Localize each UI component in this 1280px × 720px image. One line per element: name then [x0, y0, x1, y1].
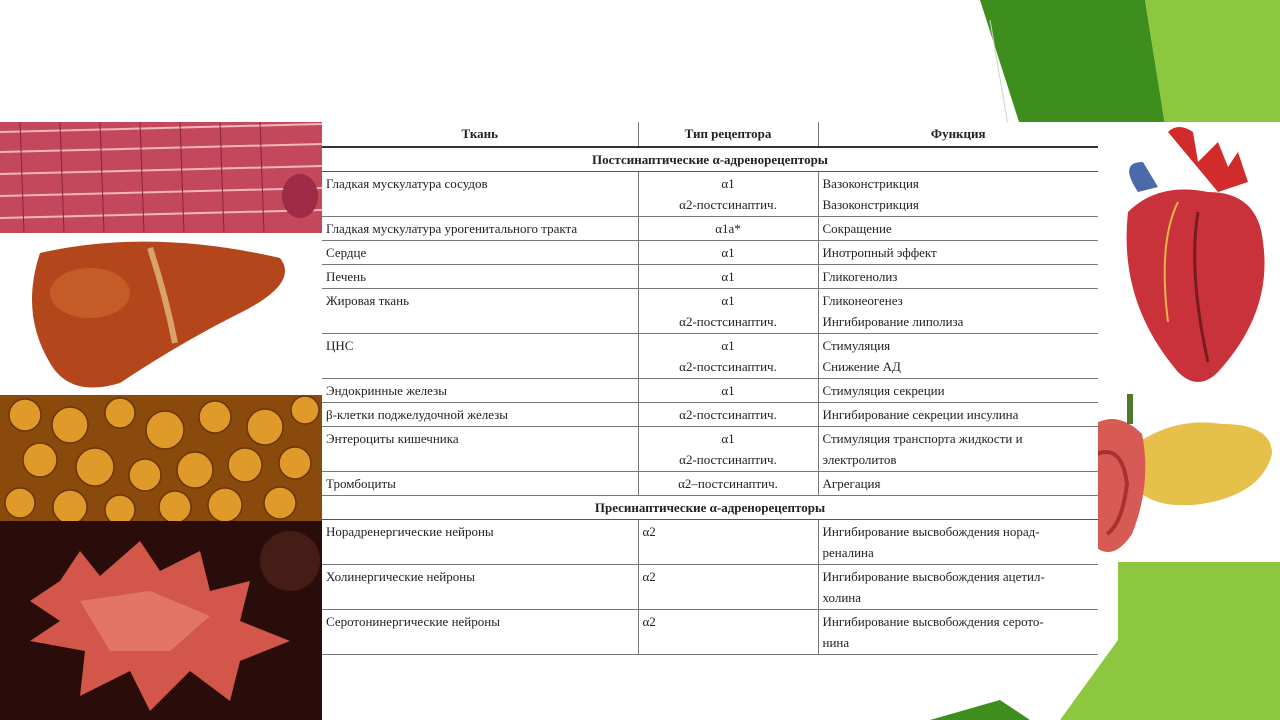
table-row: [322, 565, 1098, 610]
table-row: [322, 427, 1098, 472]
function-cell: [818, 289, 1098, 334]
liver-image: [0, 233, 322, 395]
tissue-cell: Тромбоциты: [322, 472, 638, 496]
tissue-cell: β-клетки поджелудочной железы: [322, 403, 638, 427]
function-text: Ингибирование высвобождения ацетил-: [822, 569, 1045, 584]
postsynaptic-section-title: Постсинаптические α-адренорецепторы: [322, 147, 1098, 172]
table-row: [322, 289, 1098, 334]
receptor-cell: [638, 379, 818, 403]
receptor-type-text: α1: [721, 245, 735, 260]
receptor-type-text: α2-постсинаптич.: [679, 197, 777, 212]
platelet-image: [0, 521, 322, 720]
function-cell: [818, 241, 1098, 265]
function-cell: [818, 265, 1098, 289]
tissue-cell: Серотонинергические нейроны: [322, 610, 638, 655]
function-text: Гликогенолиз: [822, 269, 898, 284]
receptor-type-text: α1: [721, 383, 735, 398]
table-row: [322, 379, 1098, 403]
receptor-cell: [638, 289, 818, 334]
table-row: [322, 520, 1098, 565]
receptor-type-text: α1: [721, 176, 735, 191]
function-text: Снижение АД: [822, 359, 901, 374]
tissue-cell: Гладкая мускулатура сосудов: [322, 172, 638, 217]
receptor-cell: [638, 565, 818, 610]
receptor-type-text: α1a*: [715, 221, 741, 236]
function-text: Вазоконстрикция: [822, 197, 919, 212]
function-cell: [818, 379, 1098, 403]
receptor-type-text: α1: [721, 293, 735, 308]
receptor-type-text: α1: [721, 338, 735, 353]
receptor-type-text: α2: [642, 614, 656, 629]
tissue-cell: Сердце: [322, 241, 638, 265]
function-text: Стимуляция секреции: [822, 383, 945, 398]
function-cell: [818, 334, 1098, 379]
table-row: [322, 472, 1098, 496]
presynaptic-section-title: Пресинаптические α-адренорецепторы: [322, 496, 1098, 520]
function-text: Инотропный эффект: [822, 245, 937, 260]
receptor-type-text: α2–постсинаптич.: [678, 476, 778, 491]
receptor-cell: [638, 427, 818, 472]
pancreas-image: [1072, 394, 1280, 562]
function-text: Гликонеогенез: [822, 293, 903, 308]
postsynaptic-rows: [322, 172, 1098, 496]
function-text: Ингибирование секреции инсулина: [822, 407, 1019, 422]
function-text: Агрегация: [822, 476, 881, 491]
function-text: реналина: [822, 545, 874, 560]
table-row: [322, 217, 1098, 241]
tissue-cell: Энтероциты кишечника: [322, 427, 638, 472]
function-text: Ингибирование высвобождения норад-: [822, 524, 1040, 539]
function-cell: [818, 610, 1098, 655]
receptor-cell: [638, 241, 818, 265]
function-cell: [818, 403, 1098, 427]
receptor-cell: [638, 403, 818, 427]
receptor-cell: [638, 334, 818, 379]
receptor-type-text: α2-постсинаптич.: [679, 452, 777, 467]
receptor-type-text: α1: [721, 431, 735, 446]
function-text: Вазоконстрикция: [822, 176, 919, 191]
receptor-cell: [638, 472, 818, 496]
function-cell: [818, 172, 1098, 217]
receptor-type-text: α2: [642, 524, 656, 539]
function-text: Ингибирование высвобождения серото-: [822, 614, 1044, 629]
receptor-cell: [638, 217, 818, 241]
function-text: нина: [822, 635, 850, 650]
receptor-cell: [638, 610, 818, 655]
function-cell: [818, 217, 1098, 241]
function-cell: [818, 472, 1098, 496]
table-row: [322, 265, 1098, 289]
muscle-fibers-image: [0, 122, 322, 233]
tissue-cell: Норадренергические нейроны: [322, 520, 638, 565]
tissue-cell: Печень: [322, 265, 638, 289]
table-row: [322, 610, 1098, 655]
function-cell: [818, 565, 1098, 610]
presynaptic-rows: [322, 520, 1098, 655]
header-tissue: Ткань: [322, 122, 638, 147]
receptor-cell: [638, 520, 818, 565]
header-receptor-type: Тип рецептора: [638, 122, 818, 147]
function-text: Стимуляция: [822, 338, 891, 353]
adipose-tissue-image: [0, 395, 322, 521]
tissue-cell: Холинергические нейроны: [322, 565, 638, 610]
header-function: Функция: [818, 122, 1098, 147]
heart-image: [1098, 122, 1280, 394]
function-text: холина: [822, 590, 862, 605]
tissue-cell: ЦНС: [322, 334, 638, 379]
function-text: Сокращение: [822, 221, 892, 236]
tissue-cell: Эндокринные железы: [322, 379, 638, 403]
table-row: [322, 172, 1098, 217]
table-row: [322, 403, 1098, 427]
top-right-green-decoration: [980, 0, 1280, 125]
function-text: Стимуляция транспорта жидкости и: [822, 431, 1023, 446]
receptor-cell: [638, 172, 818, 217]
receptor-table: [322, 122, 1098, 655]
table-row: [322, 241, 1098, 265]
receptor-type-text: α2-постсинаптич.: [679, 359, 777, 374]
function-text: Ингибирование липолиза: [822, 314, 964, 329]
function-cell: [818, 520, 1098, 565]
receptor-type-text: α2: [642, 569, 656, 584]
function-text: электролитов: [822, 452, 897, 467]
receptor-cell: [638, 265, 818, 289]
table-row: [322, 334, 1098, 379]
receptor-type-text: α2-постсинаптич.: [679, 407, 777, 422]
tissue-cell: Жировая ткань: [322, 289, 638, 334]
function-cell: [818, 427, 1098, 472]
receptor-type-text: α2-постсинаптич.: [679, 314, 777, 329]
tissue-cell: Гладкая мускулатура урогенитального тракта: [322, 217, 638, 241]
receptor-type-text: α1: [721, 269, 735, 284]
